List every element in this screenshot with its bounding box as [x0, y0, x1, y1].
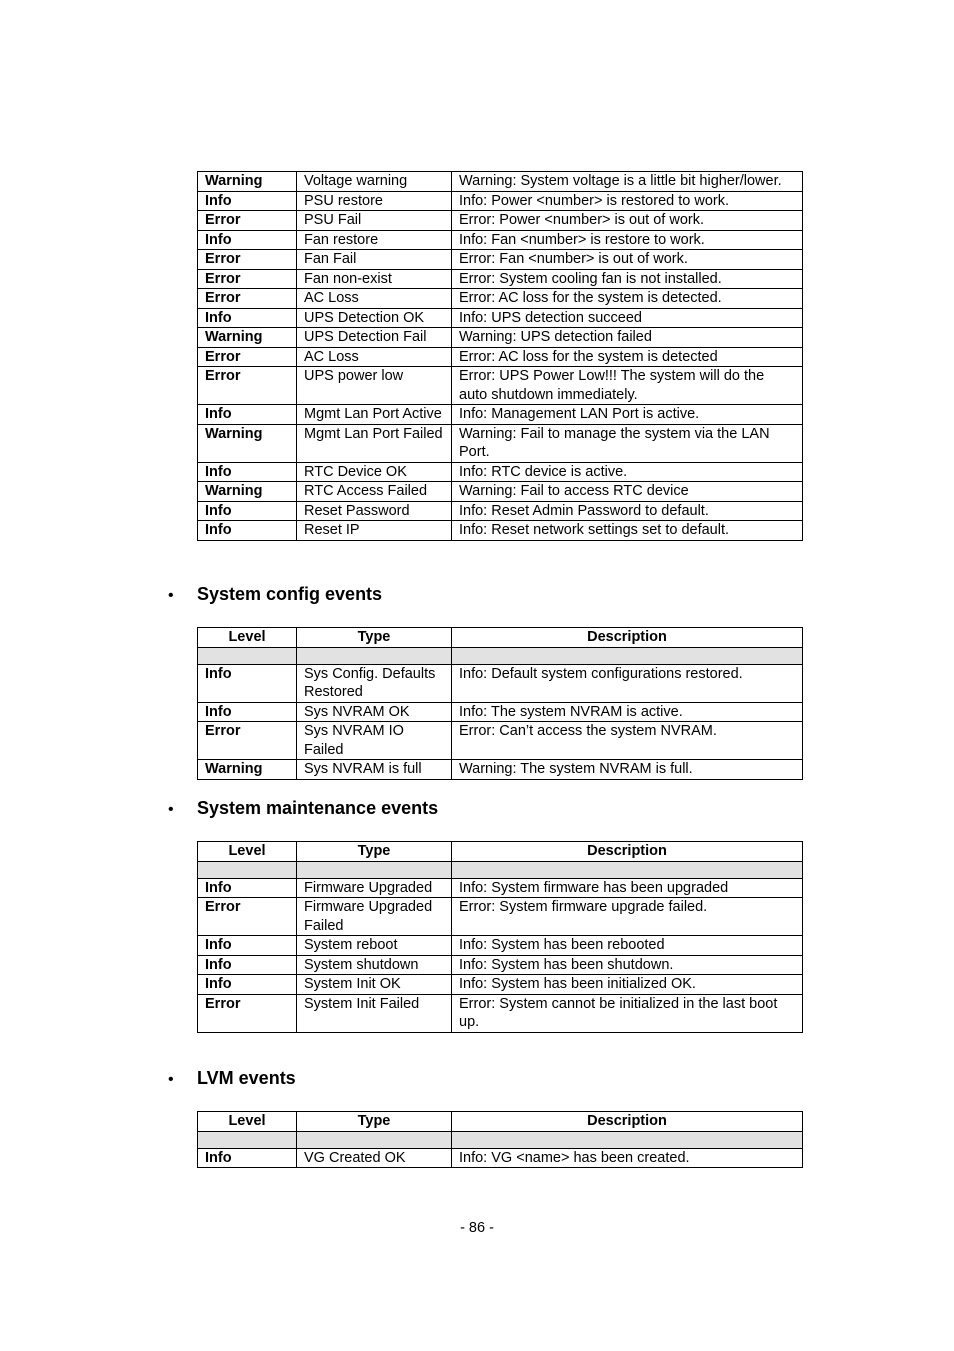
table-row: Warning UPS Detection Fail Warning: UPS detection failed — [198, 328, 803, 348]
table-row: Warning RTC Access Failed Warning: Fail to access RTC device — [198, 482, 803, 502]
table-header-row: Level Type Description — [198, 628, 803, 648]
table-row: Error Sys NVRAM IO Failed Error: Can’t access the system NVRAM. — [198, 722, 803, 760]
table-row: Warning Sys NVRAM is full Warning: The system NVRAM is full. — [198, 760, 803, 780]
table-row: Info UPS Detection OK Info: UPS detection succeed — [198, 308, 803, 328]
table-header-row: Level Type Description — [198, 1112, 803, 1132]
table-row: Info PSU restore Info: Power <number> is restored to work. — [198, 191, 803, 211]
bullet-icon: • — [168, 801, 174, 818]
table-row: Info Mgmt Lan Port Active Info: Management LAN Port is active. — [198, 405, 803, 425]
table-row: Error Firmware Upgraded Failed Error: System firmware upgrade failed. — [198, 898, 803, 936]
table-row: Error Fan Fail Error: Fan <number> is out of work. — [198, 250, 803, 270]
config-events-table — [197, 627, 803, 780]
bullet-icon: • — [168, 587, 174, 604]
table-header-row: Level Type Description — [198, 842, 803, 862]
maintenance-events-table — [197, 841, 803, 1033]
lvm-events-table — [197, 1111, 803, 1168]
table-row: Info Sys Config. Defaults Restored Info: Default system configurations restored. — [198, 664, 803, 702]
table-row: Info VG Created OK Info: VG <name> has been created. — [198, 1148, 803, 1168]
table-row: Info Reset IP Info: Reset network settings set to default. — [198, 521, 803, 541]
section-heading-lvm: • LVM events — [168, 1067, 296, 1091]
table-row: Error AC Loss Error: AC loss for the system is detected — [198, 347, 803, 367]
table-row: Info Firmware Upgraded Info: System firmware has been upgraded — [198, 878, 803, 898]
table-row: Warning Mgmt Lan Port Failed Warning: Fail to manage the system via the LAN Port. — [198, 424, 803, 462]
table-spacer-row — [198, 647, 803, 664]
table-spacer-row — [198, 1131, 803, 1148]
section-heading-maintenance: • System maintenance events — [168, 797, 438, 821]
table-row: Error System Init Failed Error: System cannot be initialized in the last boot up. — [198, 994, 803, 1032]
table-row: Info System reboot Info: System has been rebooted — [198, 936, 803, 956]
table-row: Info Fan restore Info: Fan <number> is restore to work. — [198, 230, 803, 250]
events-table-continued — [197, 171, 803, 541]
table-row: Error AC Loss Error: AC loss for the system is detected. — [198, 289, 803, 309]
page-number: - 86 - — [460, 1220, 494, 1236]
bullet-icon: • — [168, 1071, 174, 1088]
section-heading-config: • System config events — [168, 583, 382, 607]
table-row: Info System shutdown Info: System has been shutdown. — [198, 955, 803, 975]
table-row: Info Reset Password Info: Reset Admin Password to default. — [198, 501, 803, 521]
table-spacer-row — [198, 861, 803, 878]
table-row: Warning Voltage warning Warning: System voltage is a little bit higher/lower. — [198, 172, 803, 192]
table-row: Info RTC Device OK Info: RTC device is active. — [198, 462, 803, 482]
table-row: Info System Init OK Info: System has been initialized OK. — [198, 975, 803, 995]
table-row: Error Fan non-exist Error: System cooling fan is not installed. — [198, 269, 803, 289]
table-row: Info Sys NVRAM OK Info: The system NVRAM is active. — [198, 702, 803, 722]
table-row: Error PSU Fail Error: Power <number> is out of work. — [198, 211, 803, 231]
table-row: Error UPS power low Error: UPS Power Low!!! The system will do the auto shutdown immediately. — [198, 367, 803, 405]
